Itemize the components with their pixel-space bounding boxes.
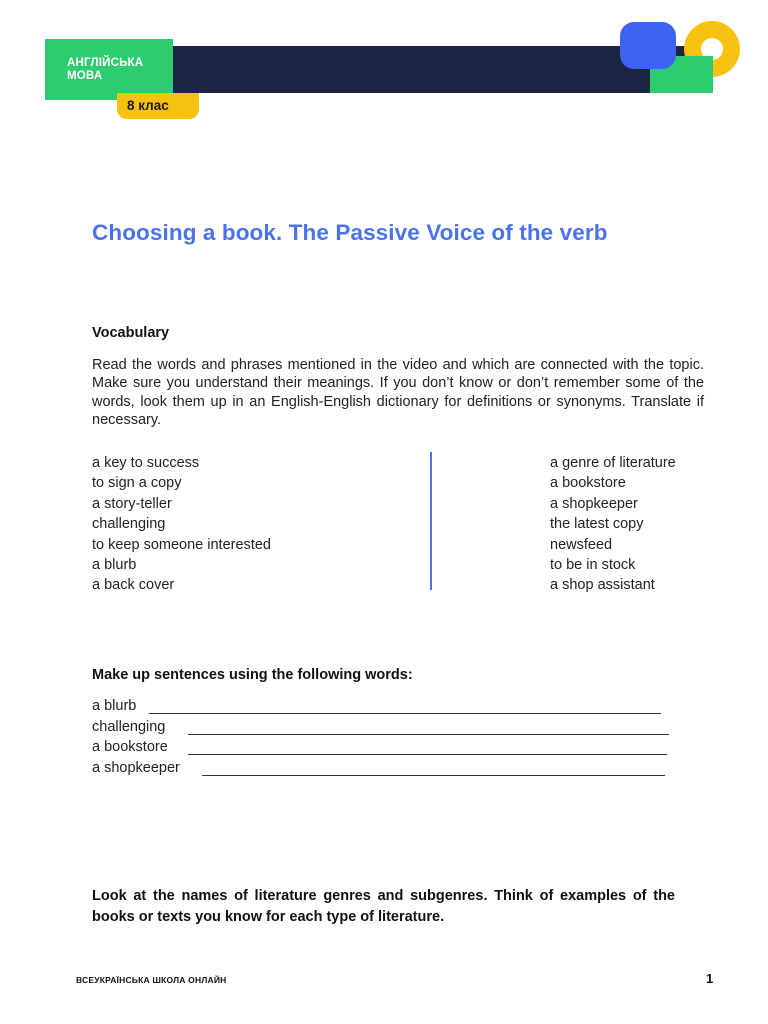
vocabulary-item: a story-teller [92, 495, 172, 512]
vocabulary-list-left [92, 453, 271, 596]
vocabulary-item: challenging [92, 516, 166, 533]
vocabulary-item: a shop assistant [550, 577, 655, 594]
sentence-row [92, 760, 180, 780]
vocabulary-item: to keep someone interested [92, 536, 271, 553]
subject-line-2: МОВА [67, 70, 103, 82]
answer-line[interactable] [149, 713, 661, 714]
grade-badge: 8 клас [117, 93, 199, 119]
page-number: 1 [706, 971, 714, 986]
subject-line-1: АНГЛІЙСЬКА [67, 57, 144, 69]
answer-line[interactable] [188, 754, 667, 755]
vocabulary-item: a key to success [92, 455, 200, 471]
vocabulary-item: a blurb [92, 557, 137, 574]
vocabulary-item: newsfeed [550, 536, 613, 553]
vocabulary-intro: Read the words and phrases mentioned in the video and which are connected with the topic. Make sure you understand their meanings. If you don’t know or don’t remember some of the words, look them up in an English-English dictionary for definitions or synonyms. Translate if necessary. [92, 357, 704, 428]
answer-line[interactable] [202, 775, 665, 776]
sentence-word: challenging [92, 719, 166, 735]
sentence-row [92, 739, 168, 759]
vocabulary-item: to be in stock [550, 557, 636, 574]
genres-task: Look at the names of literature genres and subgenres. Think of examples of the books or texts you know for each type of literature. [92, 888, 675, 925]
vocabulary-item: a genre of literature [550, 455, 676, 471]
vocabulary-list-right [550, 453, 676, 596]
vocabulary-item: the latest copy [550, 516, 644, 533]
sentences-heading: Make up sentences using the following words: [92, 667, 413, 683]
footer-school-name: ВСЕУКРАЇНСЬКА ШКОЛА ОНЛАЙН [76, 975, 227, 985]
sentence-word: a shopkeeper [92, 760, 180, 776]
vocabulary-item: a back cover [92, 577, 175, 594]
subject-badge [45, 39, 173, 100]
logo-icon [618, 18, 740, 94]
vocabulary-item: to sign a copy [92, 475, 182, 492]
sentence-row [92, 698, 136, 718]
vocabulary-heading: Vocabulary [92, 325, 170, 341]
answer-line[interactable] [188, 734, 669, 735]
sentence-word: a blurb [92, 698, 137, 714]
page-title: Choosing a book. The Passive Voice of the verb [92, 220, 608, 245]
vocabulary-item: a shopkeeper [550, 495, 638, 512]
vocabulary-divider [430, 452, 432, 590]
vocabulary-item: a bookstore [550, 475, 626, 492]
sentence-word: a bookstore [92, 739, 168, 755]
sentence-row [92, 719, 165, 739]
